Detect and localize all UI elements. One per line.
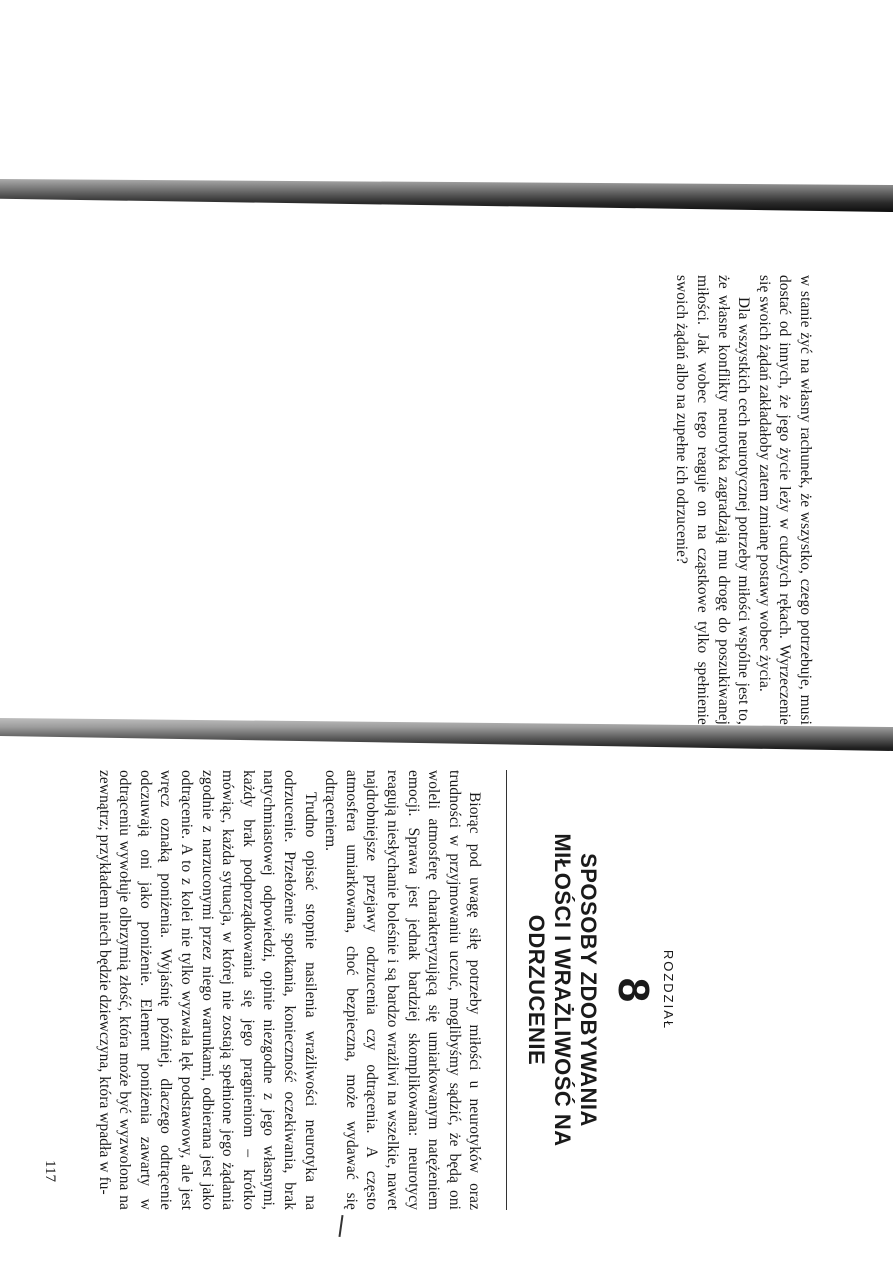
paragraph: w stanie żyć na własny rachunek, że wszystko, czego potrzebuje, musi dostać od innych, że jego życie leży w cudzych rękach. Wyrzeczenie się swoich żądań zakładałoby zatem zmianę postawy wobec życia. bbox=[755, 275, 814, 725]
lower-page-text bbox=[93, 770, 678, 1210]
chapter-label: ROZDZIAŁ bbox=[661, 949, 676, 1031]
chapter-title: SPOSOBY ZDOBYWANIA MIŁOŚCI I WRAŻLIWOŚĆ NA ODRZUCENIE bbox=[524, 833, 602, 1147]
chapter-number: 8 bbox=[609, 977, 659, 1003]
paragraph: Dla wszystkich cech neurotycznej potrzeby miłości wspólne jest to, że własne konflikty neurotyka zagradzają mu drogę do poszukiwanej miłości. Jak wobec tego reaguje on na cząstkowe tylko spełnienie swoich żądań albo na zupełne ich odrzucenie? bbox=[673, 275, 753, 725]
paragraph: Trudno opisać stopnie nasilenia wrażliwości neurotyka na odrzucenie. Przełożenie spotkania, konieczność oczekiwania, brak natychmiastowej odpowiedzi, opinie niezgodne z jego własnymi, każdy brak podporządkowania się jego pragnieniom – krótko mówiąc, każda sytuacja, w której nie zostają spełnione jego żądania zgodnie z narzuconymi przez niego warunkami, odbierana jest jako odtrącenie. A to z kolei nie tylko wyzwala lęk podstawowy, ale jest wręcz oznaką poniżenia. Wyjaśnię później, dlaczego odtrącenie odczuwają oni jako poniżenie. Element poniżenia zawarty w odtrąceniu wywołuje olbrzymią złość, która może być wyzwolona na zewnątrz; przykładem niech będzie dziewczyna, która wpadła w fu- bbox=[95, 770, 319, 1210]
chapter-divider bbox=[506, 770, 507, 1210]
upper-page-text bbox=[671, 275, 815, 725]
paragraph: Biorąc pod uwagę siłę potrzeby miłości u neurotyków oraz trudności w przyjmowaniu uczuć, moglibyśmy sądzić, że będą oni woleli atmosferę charakteryzującą się umiarkowanym natężeniem emocji. Sprawa jest jednak bardziej skomplikowana: neurotycy reagują niesłychanie boleśnie i są bardzo wrażliwi na wszelkie, nawet najdrobniejsze przejawy odrzucenia czy odtrącenia. A często atmosfera umiarkowana, choć bezpieczna, może wydawać się odtrąceniem. bbox=[322, 770, 484, 1210]
scan-shadow-top bbox=[0, 152, 893, 212]
page-number: 117 bbox=[42, 1160, 58, 1182]
pen-mark bbox=[338, 1215, 343, 1237]
